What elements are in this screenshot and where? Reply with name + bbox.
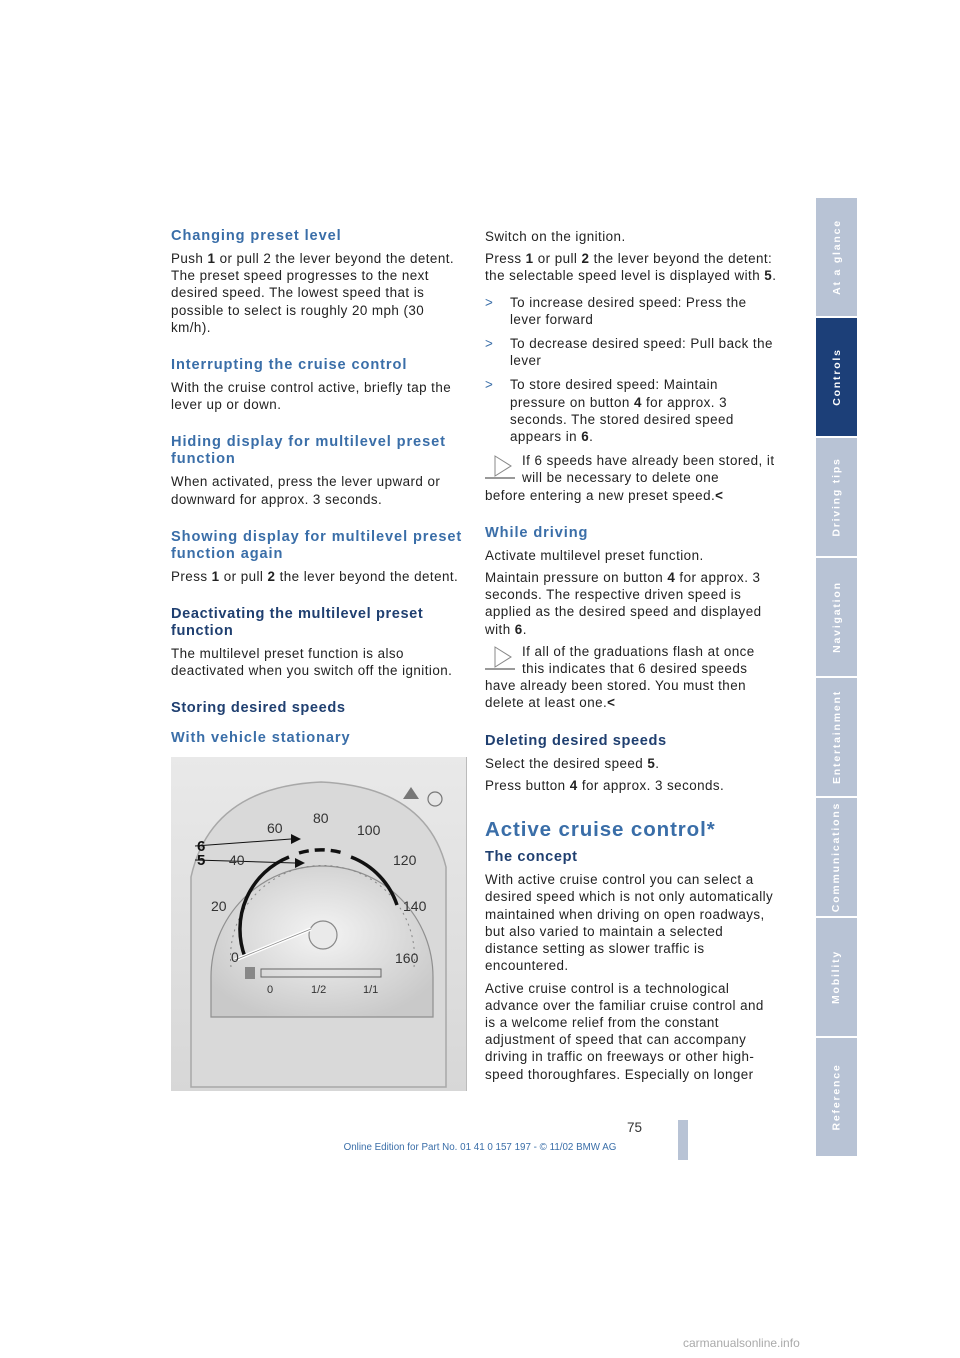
heading-with-vehicle-stationary: With vehicle stationary (171, 730, 351, 747)
tick-120: 120 (393, 852, 417, 868)
heading-the-concept: The concept (485, 849, 578, 866)
left-column (171, 228, 463, 752)
para-changing-preset: Push 1 or pull 2 the lever beyond the detent. The preset speed progresses to the next desired speed. The lowest speed that is possible to select is roughly 20 mph (30 km/h). (171, 251, 455, 335)
page-marker-bar (678, 1120, 688, 1160)
heading-hiding-display: Hiding display for multilevel preset function (171, 434, 446, 468)
tab-entertainment[interactable]: Entertainment (816, 678, 857, 796)
callout-6: 6 (197, 838, 206, 855)
para-showing-display: Press 1 or pull 2 the lever beyond the detent. (171, 568, 459, 584)
tab-reference[interactable]: Reference (816, 1038, 857, 1156)
para-activate: Activate multilevel preset function. (485, 547, 704, 563)
note-six-speeds: If 6 speeds have already been stored, it will be necessary to delete one before entering a new preset speed.< (485, 453, 775, 503)
fuel-label-0: 0 (267, 984, 274, 996)
note-triangle-icon (485, 453, 519, 479)
bullet-arrow: > (485, 377, 494, 393)
para-concept-1: With active cruise control you can select a desired speed which is not only automatically maintained when driving on open roadways, but also varied to maintain a selected distance setting as slower traffic is encountered. (485, 872, 774, 974)
bullet-arrow: > (485, 294, 494, 310)
tick-40: 40 (229, 852, 245, 868)
bullet-arrow: > (485, 336, 494, 352)
para-maintain-pressure: Maintain pressure on button 4 for approx. 3 seconds. The respective driven speed is applied as the desired speed and displayed with 6. (485, 570, 762, 637)
para-press-lever: Press 1 or pull 2 the lever beyond the detent: the selectable speed level is displayed with 5. (485, 251, 777, 284)
para-select-speed: Select the desired speed 5. (485, 755, 660, 771)
para-interrupting: With the cruise control active, briefly tap the lever up or down. (171, 380, 452, 413)
tick-80: 80 (313, 810, 329, 826)
fuel-label-half: 1/2 (311, 984, 327, 996)
heading-deactivating: Deactivating the multilevel preset function (171, 606, 424, 640)
speedometer-image (171, 757, 467, 1091)
heading-showing-display: Showing display for multilevel preset function again (171, 528, 463, 562)
chapter-tabs (816, 198, 857, 1160)
tab-mobility[interactable]: Mobility (816, 918, 857, 1036)
warning-icon (403, 787, 419, 799)
note-graduations-flash: If all of the graduations flash at once this indicates that 6 desired speeds have already been stored. You must then delete at least one.< (485, 643, 755, 711)
para-hiding-display: When activated, press the lever upward or downward for approx. 3 seconds. (171, 474, 441, 507)
tick-100: 100 (357, 822, 381, 838)
tab-communications[interactable]: Communications (816, 798, 857, 916)
heading-while-driving: While driving (485, 524, 589, 541)
para-deactivating: The multilevel preset function is also deactivated when you switch off the ignition. (171, 646, 453, 679)
para-concept-2: Active cruise control is a technological advance over the familiar cruise control and is a welcome relief from the constant adjustment of speed that can accompany driving in traffic on freeways or other high-speed thoroughfares. Especially on longer (485, 980, 764, 1082)
fuel-label-full: 1/1 (363, 984, 379, 996)
callout-5: 5 (197, 852, 206, 869)
tick-60: 60 (267, 820, 283, 836)
note-triangle-icon (485, 644, 519, 670)
bullet-store: > To store desired speed: Maintain pressure on button 4 for approx. 3 seconds. The stored desired speed appears in 6. (485, 377, 734, 445)
speedometer-illustration (171, 757, 466, 1091)
bullet-increase: > To increase desired speed: Press the lever forward (485, 294, 747, 327)
heading-active-cruise-control: Active cruise control* (485, 818, 716, 842)
tab-navigation[interactable]: Navigation (816, 558, 857, 676)
bullet-decrease: > To decrease desired speed: Pull back the lever (485, 336, 773, 369)
heading-changing-preset-level: Changing preset level (171, 228, 342, 244)
tab-driving-tips[interactable]: Driving tips (816, 438, 857, 556)
tick-160: 160 (395, 950, 419, 966)
heading-interrupting: Interrupting the cruise control (171, 357, 408, 374)
watermark: carmanualsonline.info (683, 1336, 800, 1350)
tick-0: 0 (231, 949, 239, 965)
para-switch-on: Switch on the ignition. (485, 229, 626, 244)
right-column (485, 228, 777, 1088)
footer-text: Online Edition for Part No. 01 41 0 157 197 - © 11/02 BMW AG (343, 1142, 617, 1153)
tick-20: 20 (211, 898, 227, 914)
tab-at-a-glance[interactable]: At a glance (816, 198, 857, 316)
heading-deleting-desired-speeds: Deleting desired speeds (485, 732, 667, 749)
page-number: 75 (627, 1120, 643, 1135)
tick-140: 140 (403, 898, 427, 914)
tab-controls[interactable]: Controls (816, 318, 857, 436)
para-press-button: Press button 4 for approx. 3 seconds. (485, 777, 725, 793)
heading-storing-desired-speeds: Storing desired speeds (171, 700, 346, 717)
brake-icon (428, 792, 442, 806)
